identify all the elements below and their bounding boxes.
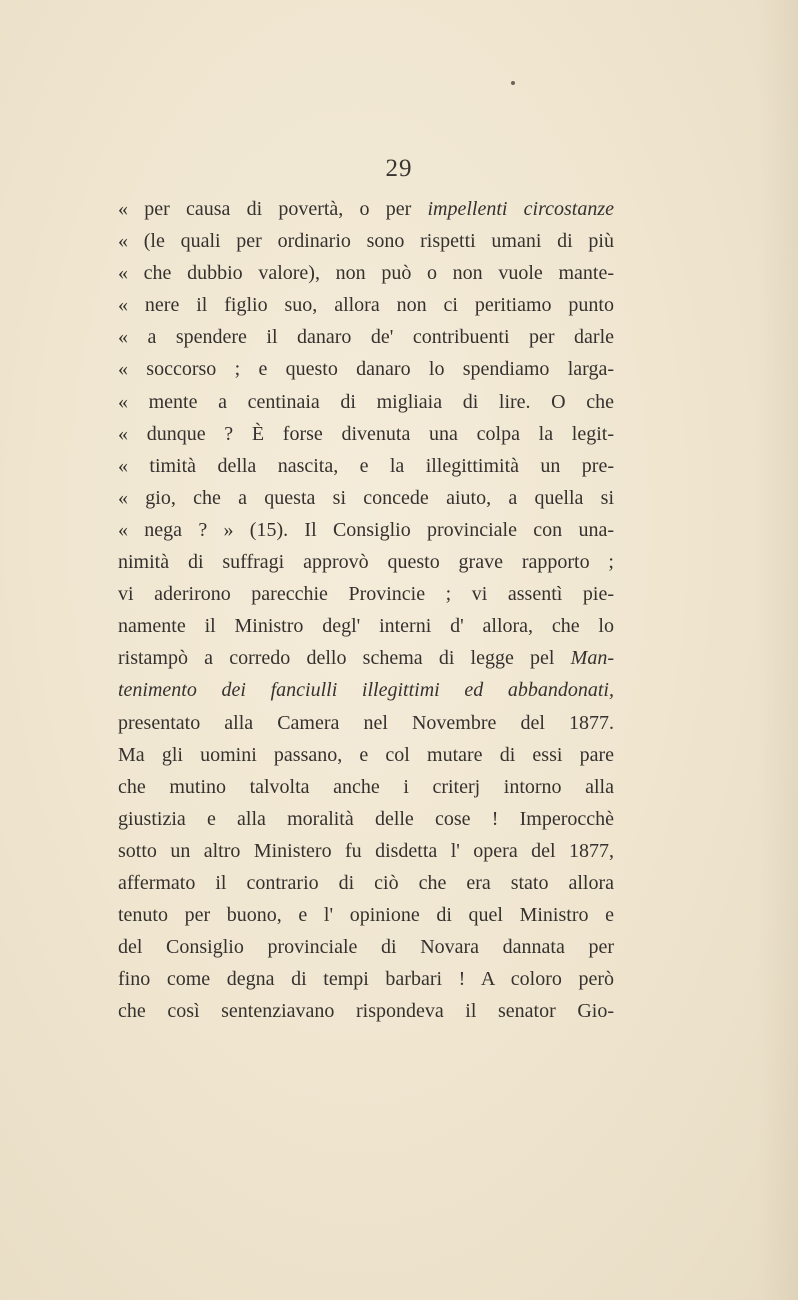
text-line [118,289,614,321]
text-line [118,482,614,514]
text-line [118,739,614,771]
italic-text: impellenti circostanze [427,198,614,220]
text-segment: « dunque ? È forse divenuta una colpa la legit- [118,422,614,445]
text-line [118,642,614,674]
text-segment: « nere il figlio suo, allora non ci peritiamo punto [118,294,614,317]
text-line [118,386,614,418]
text-line [118,771,614,803]
text-line [118,225,614,257]
text-line [118,450,614,482]
text-segment: « che dubbio valore), non può o non vuole mante- [118,262,614,285]
text-line [118,931,614,963]
text-line [118,418,614,450]
ink-speck [511,81,515,85]
text-line [118,707,614,739]
text-line [118,353,614,385]
text-segment: « nega ? » (15). Il Consiglio provinciale con una- [118,518,614,541]
italic-text: Man- [570,647,614,670]
text-line [118,899,614,931]
text-segment: che mutino talvolta anche i criterj intorno alla [118,775,614,798]
page-number: 29 [385,155,413,182]
text-line [118,674,614,706]
text-line [118,835,614,867]
text-segment: del Consiglio provinciale di Novara dannata per [118,936,614,959]
text-segment: che così sentenziavano rispondeva il senator Gio- [118,1000,614,1023]
text-segment: tenuto per buono, e l' opinione di quel Ministro e [118,904,614,927]
page-edge-shadow [758,0,798,1300]
text-segment: namente il Ministro degl' interni d' allora, che lo [118,615,614,638]
text-segment: « per causa di povertà, o per [118,198,428,220]
text-segment: fino come degna di tempi barbari ! A coloro però [118,968,614,991]
text-segment: « a spendere il danaro de' contribuenti per darle [118,326,614,349]
text-segment: ristampò a corredo dello schema di legge pel [118,647,571,670]
text-segment: Ma gli uomini passano, e col mutare di essi pare [118,743,614,766]
text-line [118,995,614,1027]
text-segment: affermato il contrario di ciò che era stato allora [118,871,614,894]
text-line [118,867,614,899]
text-segment: presentato alla Camera nel Novembre del 1877. [118,711,614,734]
text-segment: « gio, che a questa si concede aiuto, a quella si [118,486,614,509]
text-line [118,963,614,995]
text-segment: nimità di suffragi approvò questo grave rapporto ; [118,551,614,574]
text-line [118,546,614,578]
text-segment: « timità della nascita, e la illegittimità un pre- [118,454,614,477]
italic-text: tenimento dei fanciulli illegittimi ed abbandonati, [118,679,614,702]
text-segment: vi aderirono parecchie Provincie ; vi assentì pie- [118,583,614,606]
text-line [118,321,614,353]
text-segment: giustizia e alla moralità delle cose ! Imperocchè [118,807,614,830]
text-segment: « soccorso ; e questo danaro lo spendiamo larga- [118,358,614,381]
text-segment: « mente a centinaia di migliaia di lire. O che [118,390,614,413]
text-line [118,610,614,642]
text-segment: « (le quali per ordinario sono rispetti umani di più [118,230,614,253]
text-line [118,514,614,546]
text-line [118,578,614,610]
text-line [118,803,614,835]
text-line [118,257,614,289]
body-text [118,193,614,1027]
text-line [118,193,614,225]
text-segment: sotto un altro Ministero fu disdetta l' opera del 1877, [118,839,614,862]
